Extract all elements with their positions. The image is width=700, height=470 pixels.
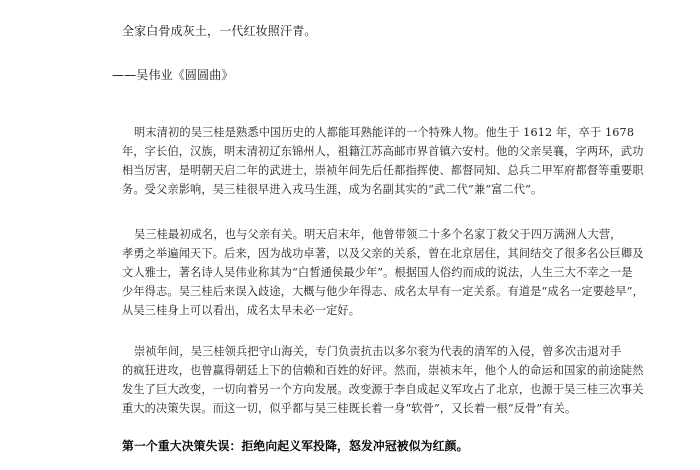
- paragraph-line: 的疯狂进攻，也曾赢得朝廷上下的信赖和百姓的好评。然而，崇祯末年，他个人的命运和国家的前途陡然: [122, 364, 644, 377]
- paragraph-line: 崇祯年间，吴三桂领兵把守山海关，专门负责抗击以多尔衮为代表的清军的入侵，曾多次击退对手: [134, 345, 622, 358]
- paragraph-line: 吴三桂最初成名，也与父亲有关。明天启末年，他曾带领二十多个名家丁救父于四万满洲人大营，: [134, 228, 622, 241]
- paragraph-line: 年，字长伯，汉族，明末清初辽东锦州人，祖籍江苏高邮市界首镇六安村。他的父亲吴襄，字两环，武功: [122, 145, 644, 158]
- paragraph-line: 务。受父亲影响，吴三桂很早进入戎马生涯，成为名副其实的“武二代”兼“富二代”。: [122, 183, 543, 196]
- paragraph-line: 孝勇之举遍闻天下。后来，因为战功卓著，以及父亲的关系，曾在北京居住，其间结交了很多名公巨卿及: [122, 247, 644, 260]
- paragraph-line: 文人雅士，著名诗人吴伟业称其为“白皙通侯最少年”。根据国人俗约而成的说法，人生三大不幸之一是: [122, 266, 633, 279]
- paragraph-line: 从吴三桂身上可以看出，成名太早未必一定好。: [122, 304, 361, 317]
- poem-attribution: ——吴伟业《圆圆曲》: [112, 68, 234, 82]
- paragraph-line: 明末清初的吴三桂是熟悉中国历史的人都能耳熟能详的一个特殊人物。他生于 1612 年，卒于 1678: [134, 126, 635, 139]
- paragraph-line: 少年得志。吴三桂后来误入歧途，大概与他少年得志、成名太早有一定关系。有道是“成名一定要趁早”，: [122, 285, 644, 298]
- paragraph-line: 发生了巨大改变，一切向着另一个方向发展。改变源于李自成起义军攻占了北京，也源于吴三桂三次事关: [122, 383, 644, 396]
- paragraph-line: 重大的决策失误。而这一切，似乎都与吴三桂既长着一身“软骨”，又长着一根“反骨”有关。: [122, 402, 577, 415]
- paragraph-line: 相当厉害，是明朝天启二年的武进士，崇祯年间先后任都指挥使、都督同知、总兵二甲军府都督等重要职: [122, 164, 644, 177]
- poem-quote-line: 全家白骨成灰土，一代红妆照汗青。: [122, 24, 317, 38]
- section-heading: 第一个重大决策失误：拒绝向起义军投降，怒发冲冠被似为红颜。: [122, 439, 469, 453]
